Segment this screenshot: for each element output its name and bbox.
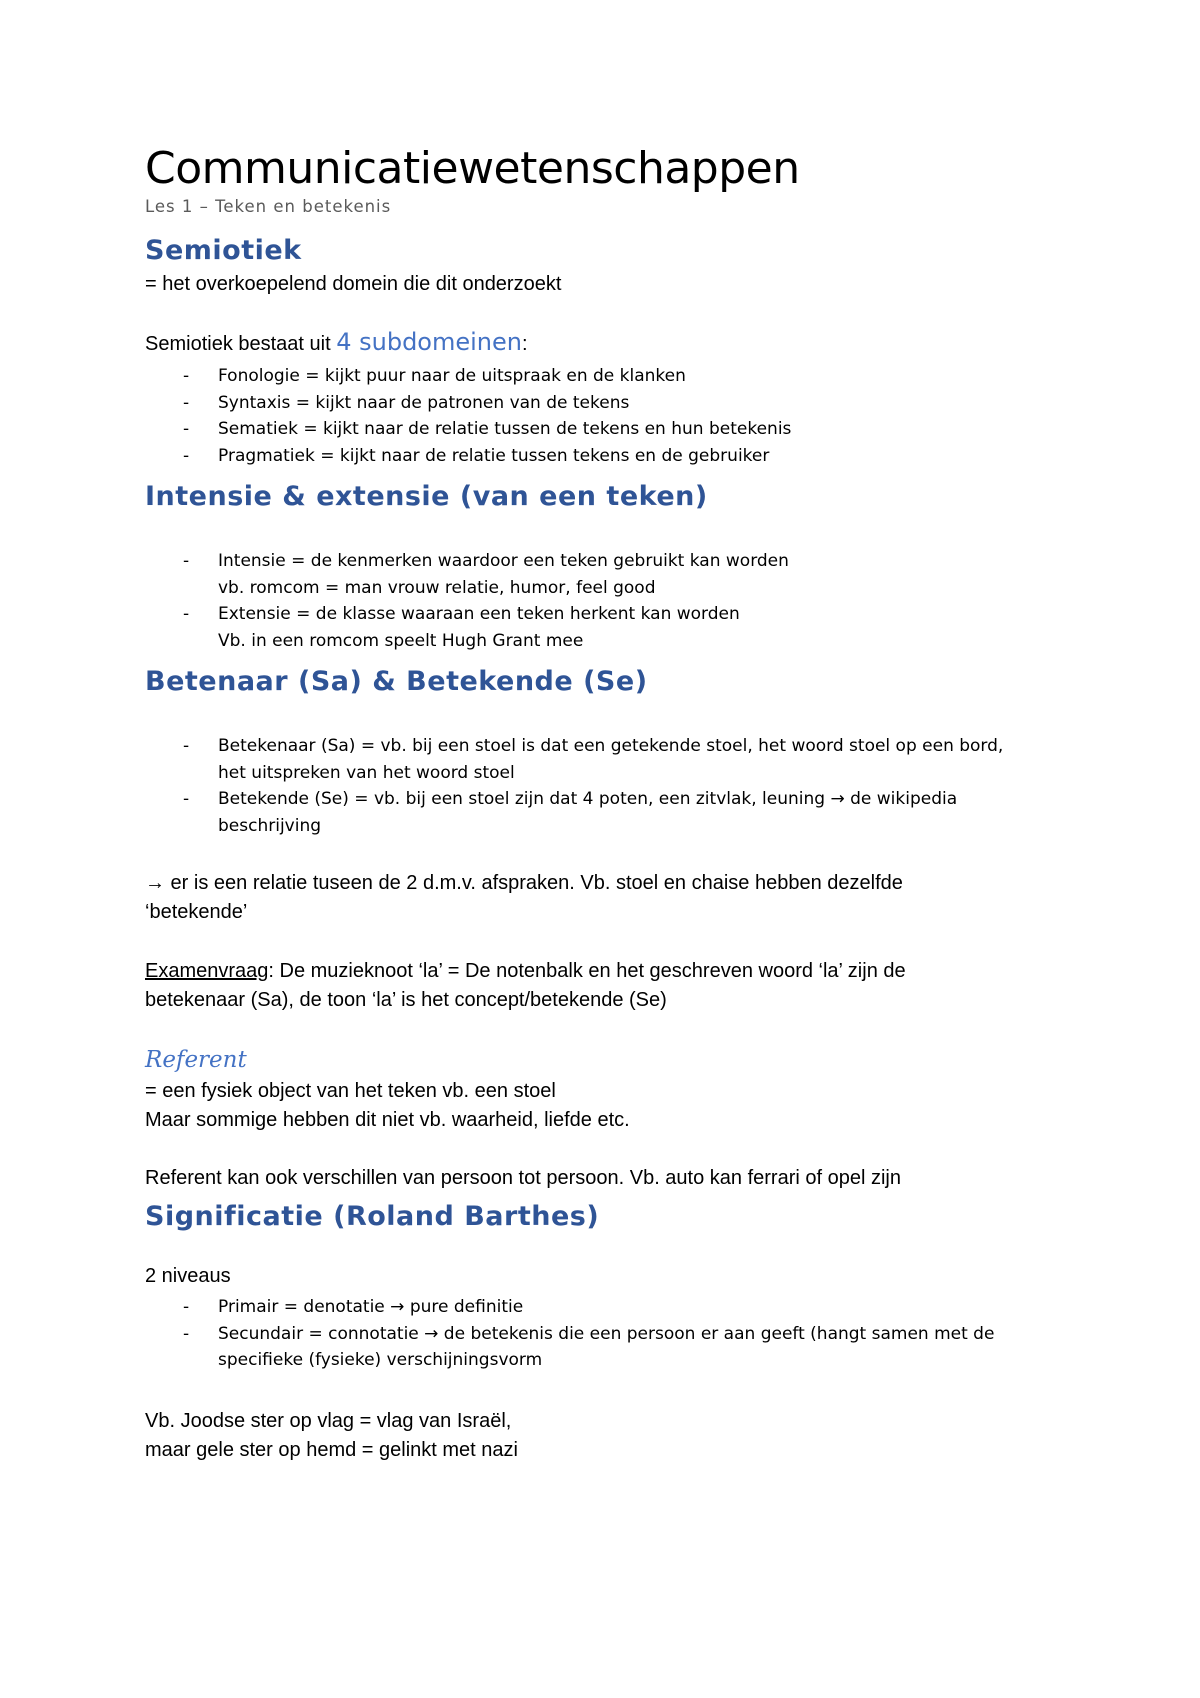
list-item-subtext: vb. romcom = man vrouw relatie, humor, feel good — [218, 577, 656, 598]
list-item — [145, 601, 1065, 654]
heading-semiotiek: Semiotiek — [145, 235, 302, 266]
heading-betenaar: Betenaar (Sa) & Betekende (Se) — [145, 666, 648, 697]
example-paragraph — [145, 1407, 1065, 1465]
list-item — [145, 443, 1065, 470]
list-dash: - — [183, 419, 190, 439]
list-item-text: Intensie = de kenmerken waardoor een teken gebruikt kan worden — [218, 551, 789, 571]
exam-line-2: betekenaar (Sa), de toon ‘la’ is het concept/betekende (Se) — [145, 989, 667, 1011]
semiotiek-definition: = het overkoepelend domein die dit onderzoekt — [145, 273, 562, 295]
list-dash: - — [183, 445, 190, 466]
list-item — [145, 1321, 1065, 1374]
list-item — [145, 390, 1065, 417]
relation-paragraph — [145, 869, 1065, 927]
page-title: Communicatiewetenschappen — [145, 143, 800, 194]
subdomain-list — [145, 363, 1065, 469]
exam-line-1: : De muzieknoot ‘la’ = De notenbalk en het geschreven woord ‘la’ zijn de — [268, 960, 906, 982]
list-item — [145, 1294, 1065, 1321]
referent-paragraph — [145, 1077, 1065, 1135]
list-item-subtext: specifieke (fysieke) verschijningsvorm — [218, 1350, 543, 1370]
intensie-list — [145, 548, 1065, 654]
exam-label: Examenvraag — [145, 960, 269, 982]
list-item-text: Primair = denotatie → pure definitie — [218, 1297, 524, 1317]
list-dash: - — [183, 736, 190, 756]
significatie-intro: 2 niveaus — [145, 1265, 231, 1287]
list-dash: - — [183, 551, 190, 571]
list-item — [145, 548, 1065, 601]
page-subtitle: Les 1 – Teken en betekenis — [145, 197, 392, 216]
semiotiek-intro-suffix: : — [521, 333, 528, 355]
heading-referent: Referent — [145, 1047, 247, 1073]
list-dash: - — [183, 604, 190, 624]
significatie-list — [145, 1294, 1065, 1374]
list-dash: - — [183, 392, 190, 413]
list-dash: - — [183, 366, 190, 386]
semiotiek-intro — [145, 328, 1065, 359]
list-item-text: Pragmatiek = kijkt naar de relatie tussen tekens en de gebruiker — [218, 445, 770, 466]
list-item-text: Fonologie = kijkt puur naar de uitspraak en de klanken — [218, 366, 686, 386]
list-item-text: Syntaxis = kijkt naar de patronen van de tekens — [218, 392, 630, 413]
list-dash: - — [183, 789, 190, 809]
list-item-subtext: beschrijving — [218, 815, 322, 836]
list-item-text: Betekende (Se) = vb. bij een stoel zijn dat 4 poten, een zitvlak, leuning → de wikipedia — [218, 789, 958, 809]
heading-intensie: Intensie & extensie (van een teken) — [145, 481, 708, 512]
list-item — [145, 733, 1065, 786]
list-item — [145, 786, 1065, 839]
relation-line-1: → er is een relatie tuseen de 2 d.m.v. afspraken. Vb. stoel en chaise hebben dezelfde — [145, 872, 903, 894]
list-item-text: Secundair = connotatie → de betekenis die een persoon er aan geeft (hangt samen met de — [218, 1323, 995, 1344]
list-item-text: Betekenaar (Sa) = vb. bij een stoel is dat een getekende stoel, het woord stoel op een bord, — [218, 736, 1004, 756]
example-line-2: maar gele ster op hemd = gelinkt met nazi — [145, 1439, 518, 1461]
referent-line-3: Referent kan ook verschillen van persoon tot persoon. Vb. auto kan ferrari of opel zijn — [145, 1167, 901, 1189]
list-item-subtext: het uitspreken van het woord stoel — [218, 762, 515, 783]
semiotiek-intro-prefix: Semiotiek bestaat uit — [145, 333, 337, 355]
list-item — [145, 363, 1065, 390]
list-item — [145, 416, 1065, 443]
list-item-text: Extensie = de klasse waaraan een teken herkent kan worden — [218, 604, 740, 624]
list-dash: - — [183, 1323, 190, 1344]
betenaar-list — [145, 733, 1065, 839]
list-dash: - — [183, 1297, 190, 1317]
exam-paragraph — [145, 957, 1065, 1015]
relation-line-2: ‘betekende’ — [145, 901, 248, 923]
list-item-subtext: Vb. in een romcom speelt Hugh Grant mee — [218, 630, 584, 651]
referent-line-1: = een fysiek object van het teken vb. een stoel — [145, 1080, 556, 1102]
heading-significatie: Significatie (Roland Barthes) — [145, 1201, 600, 1232]
list-item-text: Sematiek = kijkt naar de relatie tussen de tekens en hun betekenis — [218, 419, 792, 439]
subdomains-highlight: 4 subdomeinen — [336, 328, 522, 356]
referent-line-2: Maar sommige hebben dit niet vb. waarheid, liefde etc. — [145, 1109, 630, 1131]
example-line-1: Vb. Joodse ster op vlag = vlag van Israël, — [145, 1410, 512, 1432]
